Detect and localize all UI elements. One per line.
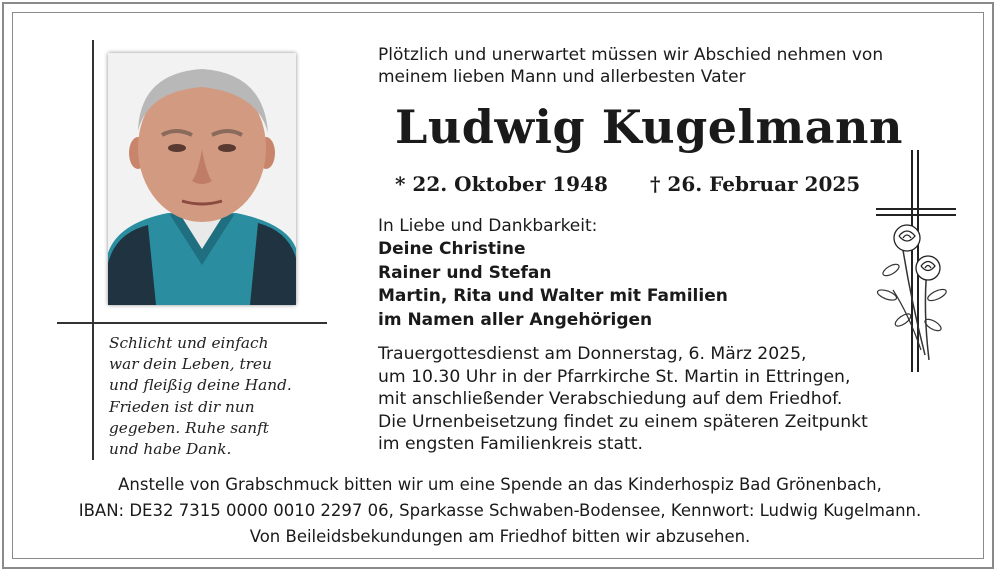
deceased-name: Ludwig Kugelmann — [395, 100, 903, 154]
service-line: Trauergottesdienst am Donnerstag, 6. März 2025, — [378, 344, 807, 364]
left-vertical-line — [92, 40, 94, 460]
intro-line: Plötzlich und unerwartet müssen wir Abschied nehmen von — [378, 45, 884, 65]
mourner-name: Martin, Rita und Walter mit Familien — [378, 286, 728, 307]
portrait-photo — [108, 53, 296, 305]
footer-line: IBAN: DE32 7315 0000 0010 2297 06, Sparkasse Schwaben-Bodensee, Kennwort: Ludwig Kugelmann. — [78, 501, 922, 520]
intro-line: meinem lieben Mann und allerbesten Vater — [378, 67, 746, 87]
service-line: um 10.30 Uhr in der Pfarrkirche St. Martin in Ettringen, — [378, 366, 851, 387]
birth-date: * 22. Oktober 1948 — [395, 172, 608, 196]
verse-line: Schlicht und einfach — [109, 334, 269, 352]
left-horizontal-line — [57, 322, 327, 324]
death-date: † 26. Februar 2025 — [650, 172, 861, 196]
mourner-name: Deine Christine — [378, 239, 526, 260]
footer-line: Anstelle von Grabschmuck bitten wir um eine Spende an das Kinderhospiz Bad Grönenbach, — [118, 475, 882, 494]
verse-line: und habe Dank. — [109, 440, 232, 459]
verse-line: war dein Leben, treu — [109, 355, 272, 374]
mourner-name: im Namen aller Angehörigen — [378, 309, 653, 330]
verse-line: Frieden ist dir nun — [109, 397, 255, 416]
service-line: mit anschließender Verabschiedung auf dem Friedhof. — [378, 389, 843, 410]
service-line: im engsten Familienkreis statt. — [378, 434, 643, 455]
memorial-verse — [109, 333, 329, 460]
mourners-lead: In Liebe und Dankbarkeit: — [378, 216, 598, 236]
intro-text — [378, 44, 958, 88]
service-details — [378, 343, 938, 456]
donation-footer — [20, 472, 980, 550]
verse-line: und fleißig deine Hand. — [109, 376, 292, 395]
verse-line: gegeben. Ruhe sanft — [109, 418, 269, 437]
mourner-name: Rainer und Stefan — [378, 262, 552, 283]
footer-line: Von Beileidsbekundungen am Friedhof bitten wir abzusehen. — [249, 527, 751, 546]
cross-with-roses-icon — [873, 150, 963, 372]
portrait-icon — [108, 53, 296, 305]
mourners-list — [378, 215, 858, 332]
service-line: Die Urnenbeisetzung findet zu einem späteren Zeitpunkt — [378, 411, 868, 432]
